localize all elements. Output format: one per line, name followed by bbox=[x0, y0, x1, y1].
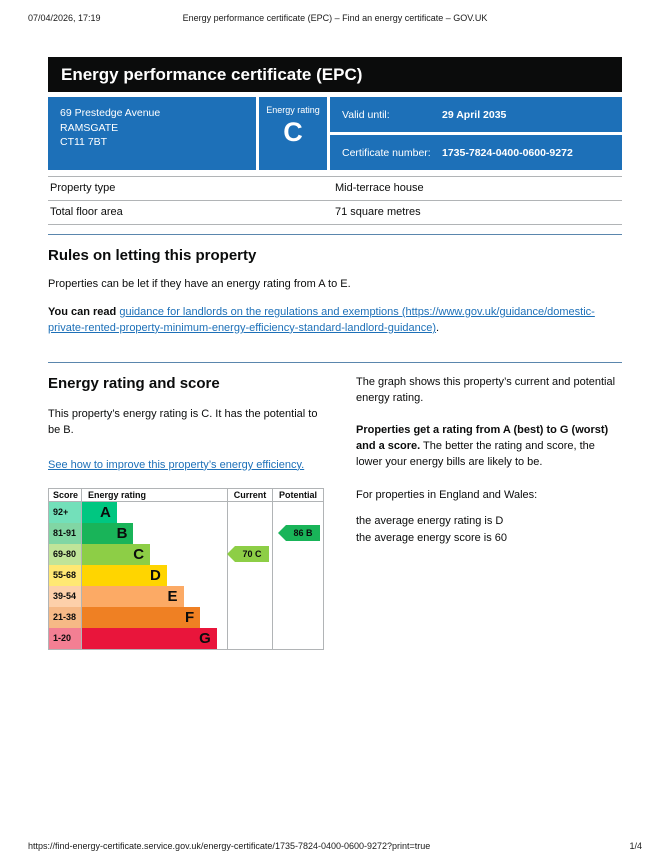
epc-band-row-a bbox=[49, 502, 323, 523]
certificate-title: Energy performance certificate (EPC) bbox=[61, 65, 363, 84]
letting-rules-link-paragraph bbox=[48, 305, 622, 337]
potential-rating-marker: 86 B bbox=[286, 525, 320, 541]
current-column-cell bbox=[228, 628, 273, 649]
current-column-cell bbox=[228, 502, 273, 523]
floor-area-label: Total floor area bbox=[50, 206, 123, 218]
property-type-label: Property type bbox=[50, 182, 116, 194]
band-bar-c: C bbox=[82, 544, 150, 565]
potential-column-cell bbox=[273, 523, 323, 544]
band-bar-cell bbox=[82, 607, 228, 628]
band-bar-cell bbox=[82, 565, 228, 586]
rating-explainer-bold: Properties get a rating from A (best) to G (worst) and a score. bbox=[356, 423, 609, 452]
floor-area-value: 71 square metres bbox=[335, 206, 421, 218]
page-indicator: 1/4 bbox=[629, 841, 642, 851]
band-bar-f: F bbox=[82, 607, 200, 628]
epc-band-row-b bbox=[49, 523, 323, 544]
column-header-score: Score bbox=[49, 489, 82, 501]
band-bar-b: B bbox=[82, 523, 133, 544]
band-score-range: 55-68 bbox=[49, 565, 82, 586]
improve-efficiency-link[interactable]: See how to improve this property’s energy efficiency. bbox=[48, 458, 305, 471]
band-bar-g: G bbox=[82, 628, 217, 649]
energy-rating-cell bbox=[259, 97, 327, 170]
property-facts-table bbox=[48, 176, 622, 225]
valid-until-label: Valid until: bbox=[342, 108, 390, 121]
rating-paragraph: This property’s energy rating is C. It has the potential to be B. bbox=[48, 407, 318, 436]
current-column-cell bbox=[228, 586, 273, 607]
certificate-summary-box bbox=[48, 97, 622, 170]
letting-rules-paragraph: Properties can be let if they have an energy rating from A to E. bbox=[48, 278, 351, 290]
band-bar-d: D bbox=[82, 565, 167, 586]
band-bar-cell bbox=[82, 628, 228, 649]
current-column-cell bbox=[228, 607, 273, 628]
address-line-3: CT11 7BT bbox=[60, 136, 108, 149]
band-bar-cell bbox=[82, 523, 228, 544]
epc-band-row-f bbox=[49, 607, 323, 628]
current-column-cell bbox=[228, 565, 273, 586]
band-bar-e: E bbox=[82, 586, 184, 607]
print-page-title: Energy performance certificate (EPC) – Find an energy certificate – GOV.UK bbox=[182, 13, 488, 23]
current-rating-marker: 70 C bbox=[235, 546, 269, 562]
epc-band-row-g bbox=[49, 628, 323, 649]
epc-band-row-d bbox=[49, 565, 323, 586]
rating-section-left bbox=[48, 375, 330, 650]
valid-until-value: 29 April 2035 bbox=[442, 108, 507, 121]
band-bar-cell bbox=[82, 544, 228, 565]
epc-chart-header bbox=[49, 489, 323, 502]
band-bar-cell bbox=[82, 502, 228, 523]
rating-section-right bbox=[356, 375, 622, 650]
average-score-line: the average energy score is 60 bbox=[356, 531, 508, 544]
band-score-range: 69-80 bbox=[49, 544, 82, 565]
potential-column-cell bbox=[273, 628, 323, 649]
certificate-number-value: 1735-7824-0400-0600-9272 bbox=[442, 146, 573, 159]
table-row bbox=[48, 201, 622, 225]
epc-chart-body bbox=[49, 502, 323, 649]
valid-until-row bbox=[330, 97, 622, 132]
epc-band-row-c bbox=[49, 544, 323, 565]
epc-band-row-e bbox=[49, 586, 323, 607]
rating-heading: Energy rating and score bbox=[48, 374, 220, 392]
band-score-range: 39-54 bbox=[49, 586, 82, 607]
graph-intro-paragraph: The graph shows this property’s current and potential energy rating. bbox=[356, 375, 616, 404]
link-suffix: . bbox=[436, 321, 440, 334]
column-header-potential: Potential bbox=[278, 489, 317, 500]
band-score-range: 92+ bbox=[49, 502, 82, 523]
validity-cell bbox=[330, 97, 622, 170]
certificate-page bbox=[48, 57, 622, 650]
letting-rules-heading: Rules on letting this property bbox=[48, 247, 257, 264]
column-header-current: Current bbox=[228, 489, 273, 501]
potential-column-cell bbox=[273, 586, 323, 607]
property-type-value: Mid-terrace house bbox=[335, 182, 424, 194]
print-footer bbox=[28, 841, 642, 851]
band-score-range: 1-20 bbox=[49, 628, 82, 649]
potential-column-cell bbox=[273, 607, 323, 628]
epc-rating-chart bbox=[48, 488, 324, 650]
section-divider bbox=[48, 362, 622, 363]
table-row bbox=[48, 177, 622, 201]
landlord-guidance-link[interactable]: guidance for landlords on the regulations and exemptions (https://www.gov.uk/guidance/domestic-private-rented-property-minimum-energy-efficiency-standard-landlord-guidance) bbox=[48, 305, 595, 334]
band-bar-a: A bbox=[82, 502, 117, 523]
rating-explainer-rest: The better the rating and score, the lower your energy bills are likely to be. bbox=[356, 439, 595, 468]
band-bar-cell bbox=[82, 586, 228, 607]
band-score-range: 81-91 bbox=[49, 523, 82, 544]
current-column-cell bbox=[228, 523, 273, 544]
print-url: https://find-energy-certificate.service.gov.uk/energy-certificate/1735-7824-0400-0600-9272?print=true bbox=[28, 841, 431, 851]
energy-rating-value: C bbox=[283, 117, 303, 147]
potential-column-cell bbox=[273, 502, 323, 523]
rating-explainer-paragraph bbox=[356, 423, 622, 471]
average-rating-line: the average energy rating is D bbox=[356, 515, 504, 528]
energy-rating-label: Energy rating bbox=[266, 105, 320, 115]
certificate-banner bbox=[48, 57, 622, 92]
potential-column-cell bbox=[273, 544, 323, 565]
england-wales-paragraph: For properties in England and Wales: bbox=[356, 488, 538, 501]
rating-section bbox=[48, 375, 622, 650]
column-header-energy-rating: Energy rating bbox=[82, 489, 228, 501]
band-score-range: 21-38 bbox=[49, 607, 82, 628]
potential-column-cell bbox=[273, 565, 323, 586]
current-column-cell bbox=[228, 544, 273, 565]
address-line-1: 69 Prestedge Avenue bbox=[60, 107, 161, 119]
certificate-number-row bbox=[330, 135, 622, 170]
print-header bbox=[28, 13, 642, 23]
property-address bbox=[48, 97, 256, 170]
link-prefix: You can read bbox=[48, 305, 120, 318]
print-datetime: 07/04/2026, 17:19 bbox=[28, 13, 101, 23]
section-divider bbox=[48, 234, 622, 235]
certificate-number-label: Certificate number: bbox=[342, 146, 431, 159]
address-line-2: RAMSGATE bbox=[60, 121, 119, 134]
